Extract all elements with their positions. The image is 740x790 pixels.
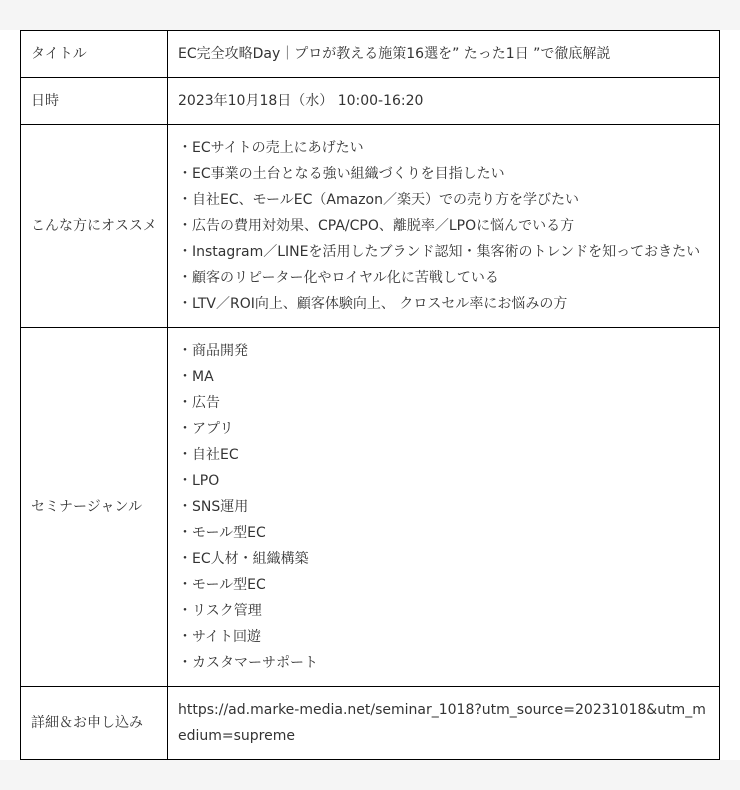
table-row xyxy=(21,125,720,328)
genre-list xyxy=(168,328,720,687)
list-item: ・LPO xyxy=(178,473,220,489)
list-item: ・サイト回遊 xyxy=(178,629,262,645)
list-item: ・モール型EC xyxy=(178,577,266,593)
list-item: ・自社EC、モールEC（Amazon／楽天）での売り方を学びたい xyxy=(178,192,579,208)
table-row xyxy=(21,328,720,687)
list-item: ・モール型EC xyxy=(178,525,266,541)
detail-label: 詳細＆お申し込み xyxy=(21,687,168,760)
list-item: ・リスク管理 xyxy=(178,603,262,619)
list-item: ・MA xyxy=(178,369,214,385)
audience-list xyxy=(168,125,720,328)
table-row xyxy=(21,31,720,78)
list-item: ・ECサイトの売上にあげたい xyxy=(178,140,364,156)
page-content xyxy=(0,30,740,760)
list-item: ・カスタマーサポート xyxy=(178,655,318,671)
list-item: ・顧客のリピーター化やロイヤル化に苦戦している xyxy=(178,270,499,286)
list-item: ・Instagram／LINEを活用したブランド認知・集客術のトレンドを知っておきたい xyxy=(178,244,701,260)
audience-label: こんな方にオススメ xyxy=(21,125,168,328)
table-row xyxy=(21,687,720,760)
list-item: ・広告 xyxy=(178,395,220,411)
table-row xyxy=(21,78,720,125)
title-value: EC完全攻略Day｜プロが教える施策16選を” たった1日 ”で徹底解説 xyxy=(168,31,720,78)
seminar-info-table xyxy=(20,30,720,760)
detail-link[interactable]: https://ad.marke-media.net/seminar_1018?utm_source=20231018&utm_medium=supreme xyxy=(168,687,720,760)
list-item: ・アプリ xyxy=(178,421,234,437)
list-item: ・広告の費用対効果、CPA/CPO、離脱率／LPOに悩んでいる方 xyxy=(178,218,575,234)
date-label: 日時 xyxy=(21,78,168,125)
date-value: 2023年10月18日（水） 10:00-16:20 xyxy=(168,78,720,125)
title-label: タイトル xyxy=(21,31,168,78)
list-item: ・SNS運用 xyxy=(178,499,249,515)
list-item: ・EC事業の土台となる強い組織づくりを目指したい xyxy=(178,166,505,182)
genre-label: セミナージャンル xyxy=(21,328,168,687)
list-item: ・商品開発 xyxy=(178,343,248,359)
list-item: ・EC人材・組織構築 xyxy=(178,551,309,567)
list-item: ・自社EC xyxy=(178,447,239,463)
list-item: ・LTV／ROI向上、顧客体験向上、 クロスセル率にお悩みの方 xyxy=(178,296,568,312)
